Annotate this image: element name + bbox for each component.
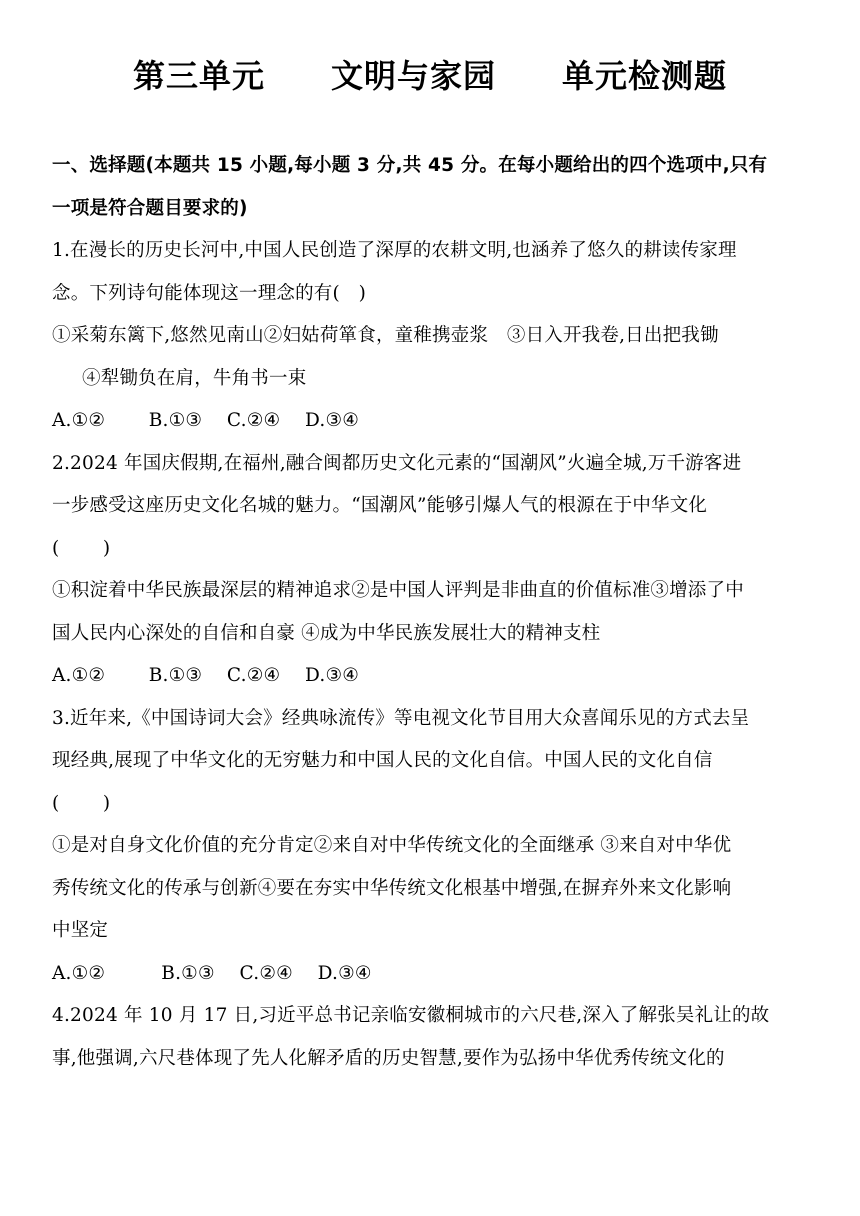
answer-blank: ( ) [52, 537, 111, 559]
question-statements: ①是对自身文化价值的充分肯定②来自对中华传统文化的全面继承 ③来自对中华优 [52, 835, 732, 856]
question-text: 事,他强调,六尺巷体现了先人化解矛盾的历史智慧,要作为弘扬中华优秀传统文化的 [52, 1047, 725, 1069]
question-4 [52, 995, 812, 1080]
question-statements: 秀传统文化的传承与创新④要在夯实中华传统文化根基中增强,在摒弃外来文化影响 [52, 877, 732, 899]
question-1 [52, 230, 812, 443]
question-3 [52, 698, 812, 996]
page-title: 第三单元 文明与家园 单元检测题 [132, 57, 727, 95]
document-body [52, 145, 812, 1080]
question-text: 现经典,展现了中华文化的无穷魅力和中国人民的文化自信。中国人民的文化自信 [52, 750, 713, 771]
question-text: 念。下列诗句能体现这一理念的有( ) [52, 282, 367, 304]
answer-options: A.①② B.①③ C.②④ D.③④ [52, 410, 360, 431]
section-heading: 一项是符合题目要求的) [52, 197, 248, 219]
answer-blank: ( ) [52, 792, 111, 814]
question-text: 一步感受这座历史文化名城的魅力。“国潮风”能够引爆人气的根源在于中华文化 [52, 495, 708, 516]
question-statements: ①积淀着中华民族最深层的精神追求②是中国人评判是非曲直的价值标准③增添了中 [52, 580, 744, 601]
question-text: 1.在漫长的历史长河中,中国人民创造了深厚的农耕文明,也涵养了悠久的耕读传家理 [52, 240, 737, 261]
question-statements: ①采菊东篱下,悠然见南山②妇姑荷箪食，童稚携壶浆 ③日入开我卷,日出把我锄 [52, 325, 719, 346]
question-statements: 国人民内心深处的自信和自豪 ④成为中华民族发展壮大的精神支柱 [52, 622, 601, 644]
question-text: 4.2024 年 10 月 17 日,习近平总书记亲临安徽桐城市的六尺巷,深入了解张吴礼让的故 [52, 1005, 770, 1026]
question-2 [52, 443, 812, 698]
question-text: 2.2024 年国庆假期,在福州,融合闽都历史文化元素的“国潮风”火遍全城,万千游客进 [52, 452, 742, 474]
answer-options: A.①② B.①③ C.②④ D.③④ [52, 962, 372, 984]
section-heading: 一、选择题(本题共 15 小题,每小题 3 分,共 45 分。在每小题给出的四个选项中,只有 [52, 155, 768, 176]
question-statements: ④犁锄负在肩，牛角书一束 [82, 367, 307, 389]
question-statements: 中坚定 [52, 920, 109, 941]
answer-options: A.①② B.①③ C.②④ D.③④ [52, 665, 360, 686]
question-text: 3.近年来,《中国诗词大会》经典咏流传》等电视文化节目用大众喜闻乐见的方式去呈 [52, 707, 750, 729]
